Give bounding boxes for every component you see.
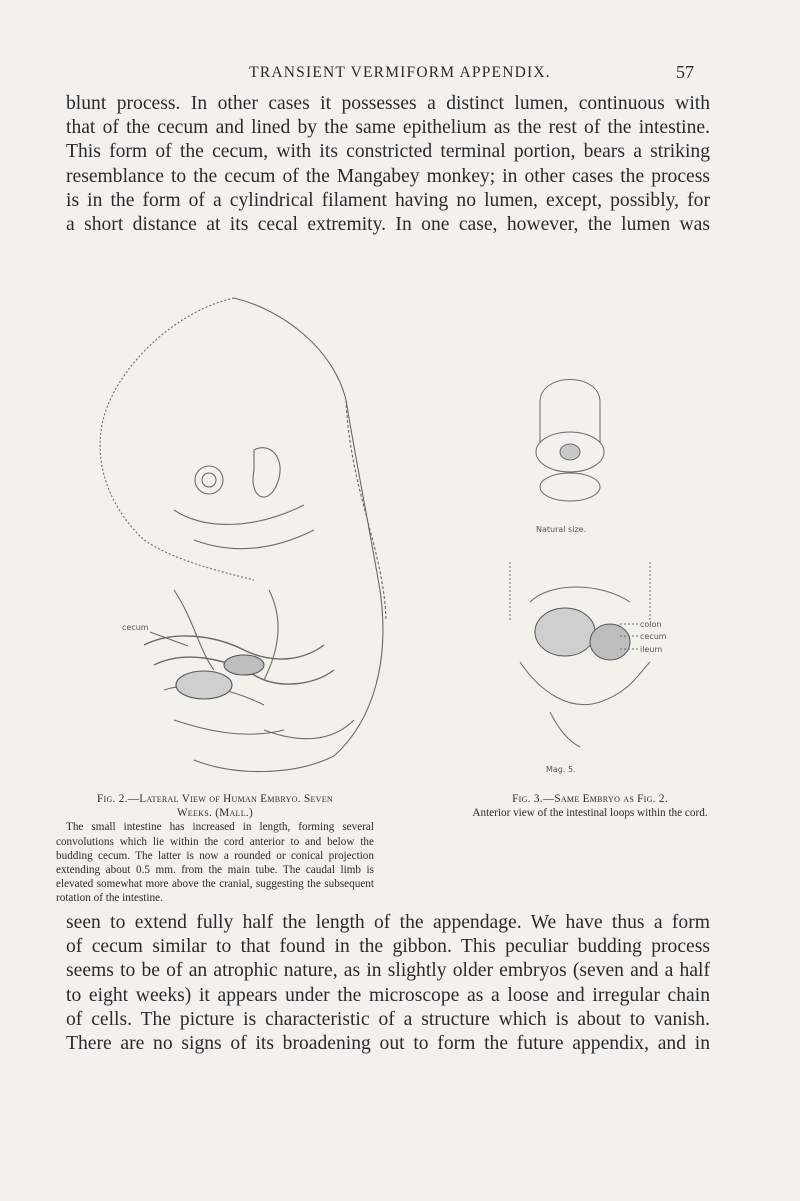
page-header — [0, 62, 800, 86]
text-line: is in the form of a cylindrical filament having no lumen, except, possibly, for — [66, 189, 710, 211]
text-line: resemblance to the cecum of the Mangabey monkey; in other cases the process — [66, 165, 710, 187]
running-head: TRANSIENT VERMIFORM APPENDIX. — [249, 64, 551, 81]
ileum-label: ileum — [640, 645, 663, 654]
text-line: This form of the cecum, with its constricted terminal portion, bears a striking — [66, 141, 710, 163]
text-line: of cells. The picture is characteristic of a structure which is about to vanish. — [66, 1008, 710, 1030]
bottom-paragraph — [66, 911, 710, 1056]
colon-label: colon — [640, 620, 662, 629]
text-line: There are no signs of its broadening out to form the future appendix, and in — [66, 1033, 710, 1055]
figure-2-caption-title-line2: Weeks. (Mall.) — [176, 807, 254, 820]
magnification-label: Mag. 5. — [546, 765, 576, 774]
text-line: to eight weeks) it appears under the microscope as a loose and irregular chain — [66, 984, 710, 1006]
text-line: of cecum similar to that found in the gibbon. This peculiar budding process — [66, 936, 710, 958]
figure-2-caption — [56, 792, 374, 906]
text-line: seems to be of an atrophic nature, as in slightly older embryos (seven and a half — [66, 960, 710, 982]
text-line: seen to extend fully half the length of the appendage. We have thus a form — [66, 912, 710, 933]
figure-3-caption-title: Fig. 3.—Same Embryo as Fig. 2. — [512, 793, 668, 805]
figure-2-illustration — [84, 290, 416, 780]
figure-3-caption-body: Anterior view of the intestinal loops within the cord. — [472, 807, 708, 820]
figure-2-caption-title: Fig. 2.—Lateral View of Human Embryo. Seven — [96, 793, 334, 805]
text-line: blunt process. In other cases it possesses a distinct lumen, continuous with — [66, 93, 710, 114]
natural-size-label: Natural size. — [536, 525, 587, 534]
figure-3-caption — [440, 792, 740, 820]
page-number: 57 — [676, 62, 694, 82]
figure-2-caption-body: The small intestine has increased in length, forming several convolutions which lie within the cord anterior to and below the budding cecum. The latter is now a rounded or conical projection extending about 0.5 mm. from the main tube. The caudal limb is elevated somewhat more above the cranial, suggesting the subsequent rotation of the intestine. — [56, 821, 374, 905]
cecum-label: cecum — [640, 632, 667, 641]
text-line: a short distance at its cecal extremity. In one case, however, the lumen was — [66, 214, 710, 236]
top-paragraph — [66, 92, 710, 237]
text-line: that of the cecum and lined by the same epithelium as the rest of the intestine. — [66, 117, 710, 139]
cecum-label: cecum — [122, 623, 149, 632]
figure-3-illustration — [470, 362, 670, 782]
